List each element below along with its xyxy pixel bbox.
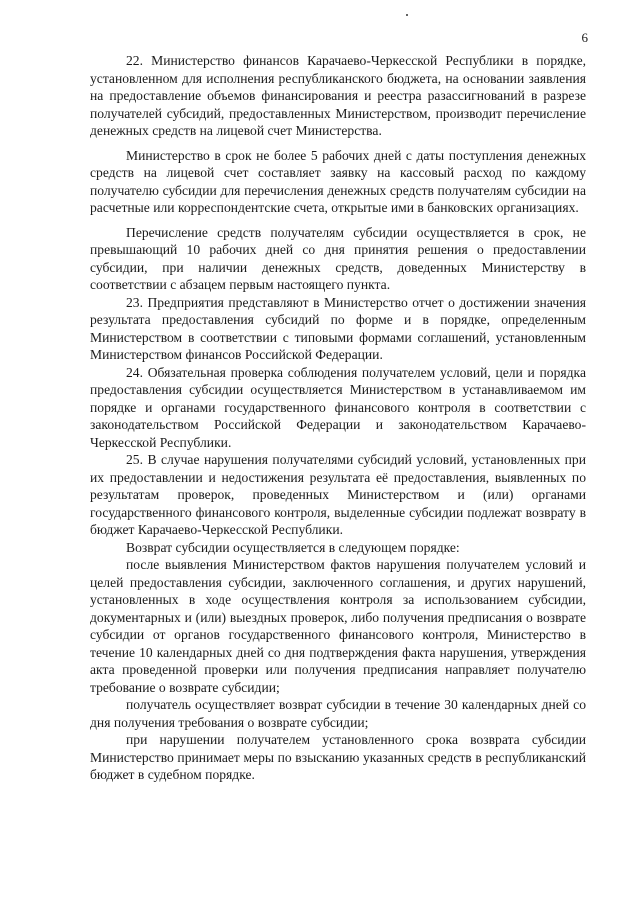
paragraph-25: 25. В случае нарушения получателями субсидий условий, установленных при их предоставлении и недостижения результата её предоставления, выявленных по результатам проверок, проведенных Министерством и (или) органами государственного финансового контроля, выделенные субсидии подлежат возврату в бюджет Карачаево-Черкесской Республики.: [90, 452, 586, 537]
paragraph-22-transfer-term: Перечисление средств получателям субсидии осуществляется в срок, не превышающий 10 рабочих дней со дня принятия решения о предоставлении субсидии, при наличии денежных средств, доведенных Министерству в соответствии с абзацем первым настоящего пункта.: [90, 224, 586, 292]
paragraph-return-order: Возврат субсидии осуществляется в следующем порядке:: [126, 539, 460, 555]
scan-speck: [406, 14, 408, 16]
paragraph-return-step-3: при нарушении получателем установленного срока возврата субсидии Министерство принимает меры по взысканию указанных средств в республиканский бюджет в судебном порядке.: [90, 732, 586, 782]
document-body: [90, 52, 586, 784]
paragraph-return-step-1: после выявления Министерством фактов нарушения получателем условий и целей предоставления субсидии, заключенного соглашения, и других нарушений, установленных в ходе осуществления контроля за использованием субсидии, документарных и (или) выездных проверок, либо получения предписания о возврате субсидии от органов государственного финансового контроля, Министерство в течение 10 календарных дней со дня подтверждения факта нарушения, утверждения акта проведенной проверки или получения предписания направляет получателю требование о возврате субсидии;: [90, 557, 586, 695]
paragraph-23: 23. Предприятия представляют в Министерство отчет о достижении значения результата предоставления субсидий по форме и в порядке, определенным Министерством в соответствии с типовыми формами соглашений, установленным Министерством финансов Российской Федерации.: [90, 294, 586, 362]
page-number: 6: [581, 30, 588, 45]
paragraph-22-cash-request: Министерство в срок не более 5 рабочих дней с даты поступления денежных средств на лицевой счет составляет заявку на кассовый расход по каждому получателю субсидии для перечисления денежных средств получателям субсидии на расчетные или корреспондентские счета, открытые ими в банковских организациях.: [90, 147, 586, 215]
paragraph-return-step-2: получатель осуществляет возврат субсидии в течение 30 календарных дней со дня получения требования о возврате субсидии;: [90, 697, 586, 730]
paragraph-22: 22. Министерство финансов Карачаево-Черкесской Республики в порядке, установленном для исполнения республиканского бюджета, на основании заявления на предоставление объемов финансирования и реестра разассигнований в разрезе получателей субсидий, предоставленных Министерством, производит перечисление денежных средств на лицевой счет Министерства.: [90, 53, 586, 138]
paragraph-24: 24. Обязательная проверка соблюдения получателем условий, цели и порядка предоставления субсидии осуществляется Министерством в устанавливаемом им порядке и органами государственного финансового контроля в соответствии с законодательством Российской Федерации и законодательством Карачаево-Черкесской Республики.: [90, 364, 586, 450]
